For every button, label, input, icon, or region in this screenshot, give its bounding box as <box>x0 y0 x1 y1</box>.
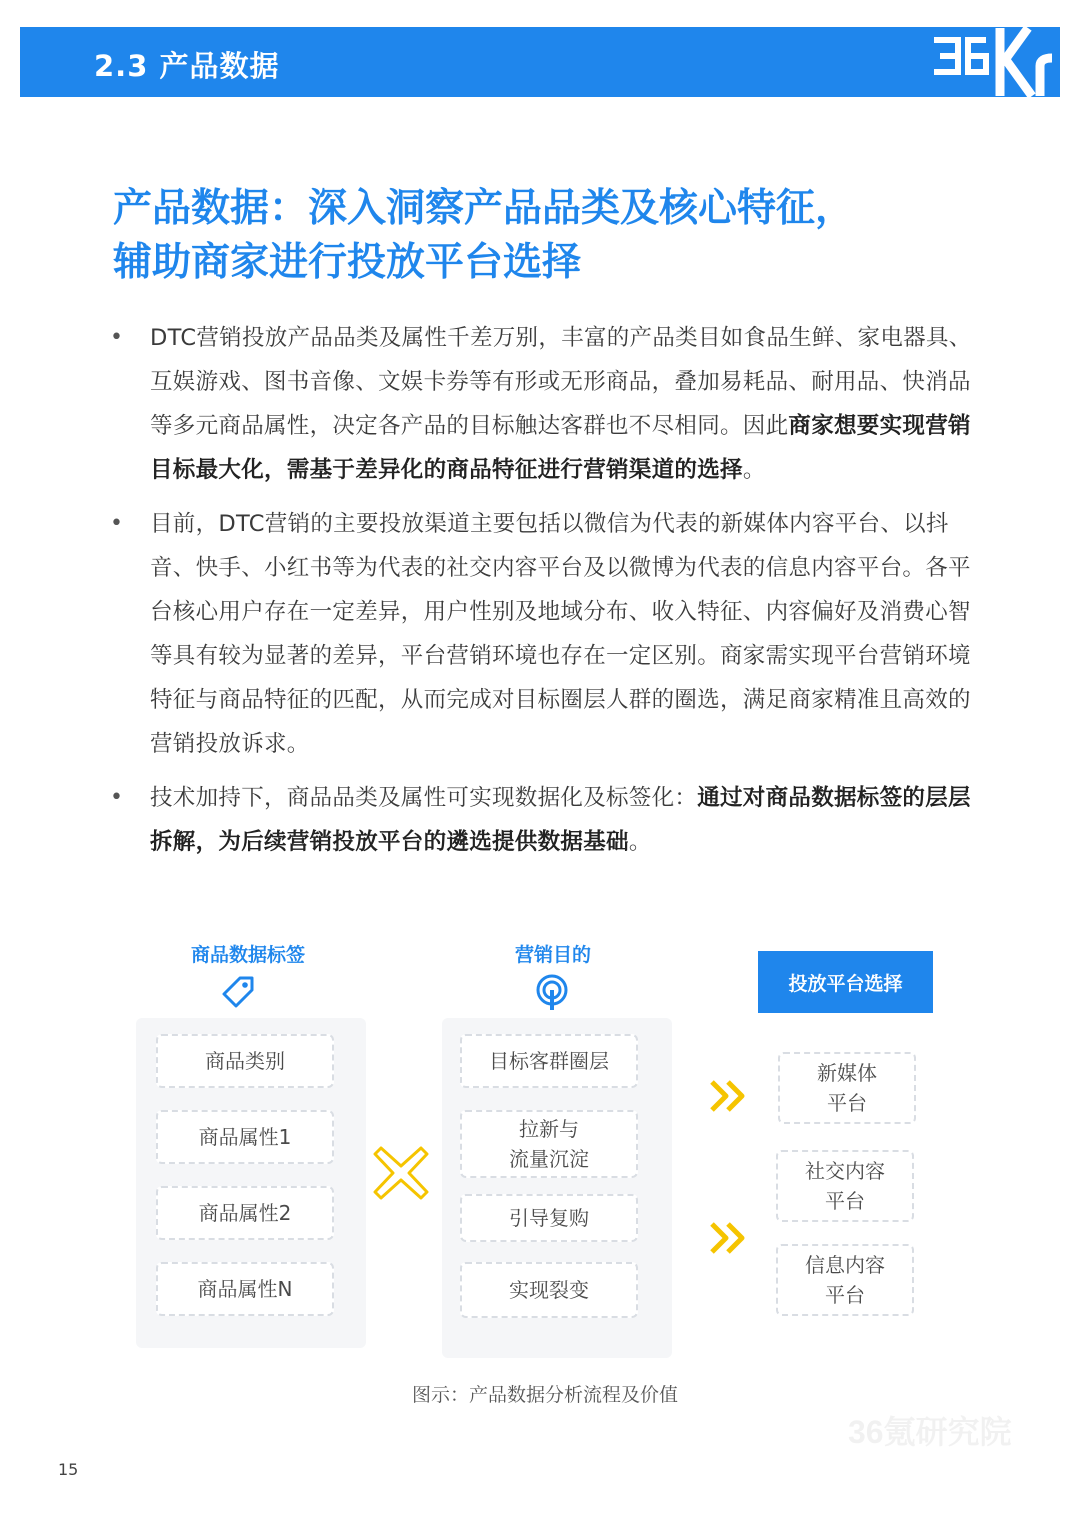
page-title <box>113 182 993 290</box>
bullet-text-end: 。 <box>628 829 652 855</box>
target-icon <box>533 974 571 1012</box>
bullet-text-end: 。 <box>742 457 766 483</box>
bullet-paragraph <box>150 316 978 492</box>
logo <box>930 22 1060 98</box>
bullet-bold-text: 通过对商品数据标签的层层拆解，为后续营销投放平台的遴选提供数据基础 <box>150 785 971 855</box>
bullet-paragraph <box>150 776 978 864</box>
title-line-1: 产品数据：深入洞察产品品类及核心特征， <box>113 186 855 231</box>
cross-icon <box>371 1144 431 1202</box>
bullet-list <box>108 316 978 874</box>
section-title: 2.3 产品数据 <box>94 49 280 83</box>
double-chevron-right-icon <box>708 1218 748 1258</box>
marketing-purpose-box: 实现裂变 <box>460 1262 638 1318</box>
tag-icon <box>220 974 256 1010</box>
product-tag-box: 商品属性2 <box>156 1186 334 1240</box>
bullet-dot: • <box>110 511 123 536</box>
platform-box: 社交内容 平台 <box>776 1150 914 1222</box>
col-heading-product-tags: 商品数据标签 <box>190 944 305 966</box>
bullet-item <box>108 776 978 864</box>
title-line-2: 辅助商家进行投放平台选择 <box>113 240 582 285</box>
bullet-text: 目前，DTC营销的主要投放渠道主要包括以微信为代表的新媒体内容平台、以抖音、快手、小红书等为代表的社交内容平台及以微博为代表的信息内容平台。各平台核心用户存在一定差异，用户性别及地域分布、收入特征、内容偏好及消费心智等具有较为显著的差异，平台营销环境也存在一定区别。商家需实现平台营销环境特征与商品特征的匹配，从而完成对目标圈层人群的圈选，满足商家精准且高效的营销投放诉求。 <box>150 511 971 757</box>
product-tag-box: 商品类别 <box>156 1034 334 1088</box>
marketing-purpose-box: 拉新与 流量沉淀 <box>460 1110 638 1178</box>
figure-caption: 图示：产品数据分析流程及价值 <box>411 1384 678 1406</box>
bullet-item <box>108 502 978 766</box>
col-heading-marketing-purpose: 营销目的 <box>514 944 591 966</box>
marketing-purpose-box: 目标客群圈层 <box>460 1034 638 1088</box>
platform-box: 新媒体 平台 <box>778 1052 916 1124</box>
bullet-text: 技术加持下，商品品类及属性可实现数据化及标签化： <box>150 785 698 811</box>
double-chevron-right-icon <box>708 1076 748 1116</box>
bullet-paragraph <box>150 502 978 766</box>
bullet-bold-text: 商家想要实现营销目标最大化，需基于差异化的商品特征进行营销渠道的选择 <box>150 413 971 483</box>
platform-box: 信息内容 平台 <box>776 1244 914 1316</box>
bullet-item <box>108 316 978 492</box>
watermark: 36氪研究院 <box>848 1414 1012 1450</box>
product-tag-box: 商品属性N <box>156 1262 334 1316</box>
page-number: 15 <box>58 1460 79 1479</box>
marketing-purpose-box: 引导复购 <box>460 1194 638 1242</box>
product-tag-box: 商品属性1 <box>156 1110 334 1164</box>
bullet-dot: • <box>110 785 123 810</box>
bullet-text: DTC营销投放产品品类及属性千差万别，丰富的产品类目如食品生鲜、家电器具、互娱游戏、图书音像、文娱卡券等有形或无形商品，叠加易耗品、耐用品、快消品等多元商品属性，决定各产品的目标触达客群也不尽相同。因此 <box>150 325 972 439</box>
bullet-dot: • <box>110 325 123 350</box>
platform-selection-header: 投放平台选择 <box>758 951 933 1013</box>
